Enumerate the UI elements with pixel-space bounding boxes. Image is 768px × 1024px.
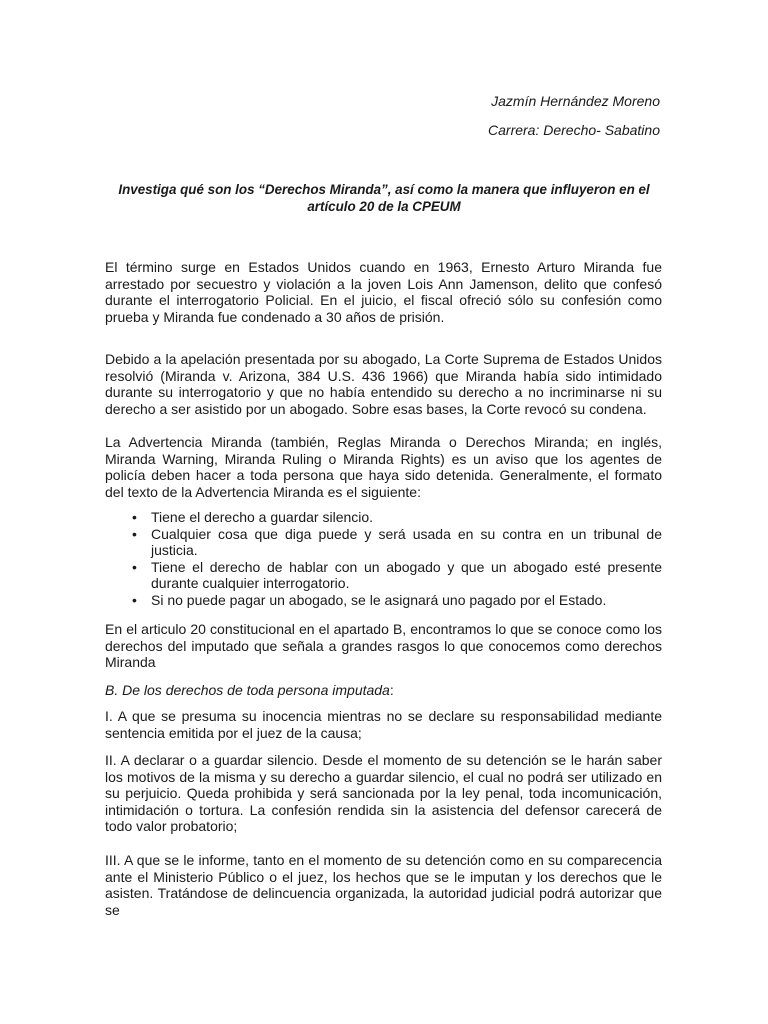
bullet-icon: •	[132, 525, 137, 542]
list-item: • Tiene el derecho a guardar silencio.	[132, 509, 374, 525]
paragraph-appeal: Debido a la apelación presentada por su abogado, La Corte Suprema de Estados Unidos resolvió (Miranda v. Arizona, 384 U.S. 436 1966) que Miranda había sido intimidado durante su interrogatorio y que no había entendido su derecho a no incriminarse ni su derecho a ser asistido por un abogado. Sobre esas bases, la Corte revocó su condena.	[105, 351, 662, 417]
paragraph-article-20: En el articulo 20 constitucional en el apartado B, encontramos lo que se conoce como los derechos del imputado que señala a grandes rasgos lo que conocemos como derechos Miranda	[105, 621, 662, 671]
bullet-icon: •	[132, 509, 137, 525]
paragraph-warning: La Advertencia Miranda (también, Reglas Miranda o Derechos Miranda; en inglés, Miranda Warning, Miranda Ruling o Miranda Rights) es un aviso que los agentes de policía deben hacer a toda persona que haya sido detenida. Generalmente, el formato del texto de la Advertencia Miranda es el siguiente:	[105, 434, 662, 500]
document-title: Investiga qué son los “Derechos Miranda”, así como la manera que influyeron en el artículo 20 de la CPEUM	[118, 182, 650, 214]
bullet-icon: •	[132, 591, 137, 608]
bullet-icon: •	[132, 558, 137, 575]
section-b-heading: B. De los derechos de toda persona imputada:	[105, 682, 394, 698]
item-iii: III. A que se le informe, tanto en el momento de su detención como en su comparecencia ante el Ministerio Público o el juez, los hechos que se le imputan y los derechos que le asisten. Tratándose de delincuencia organizada, la autoridad judicial podrá autorizar que se	[105, 852, 662, 918]
item-i: I. A que se presuma su inocencia mientras no se declare su responsabilidad mediante sentencia emitida por el juez de la causa;	[105, 708, 662, 741]
paragraph-origin: El término surge en Estados Unidos cuando en 1963, Ernesto Arturo Miranda fue arrestado por secuestro y violación a la joven Lois Ann Jamenson, delito que confesó durante el interrogatorio Policial. En el juicio, el fiscal ofreció sólo su confesión como prueba y Miranda fue condenado a 30 años de prisión.	[105, 259, 662, 325]
list-item: • Cualquier cosa que diga puede y será usada en su contra en un tribunal de justicia.	[132, 525, 662, 559]
career-line: Carrera: Derecho- Sabatino	[488, 122, 660, 138]
miranda-rights-list	[105, 509, 662, 609]
author-name: Jazmín Hernández Moreno	[491, 93, 660, 109]
item-ii: II. A declarar o a guardar silencio. Desde el momento de su detención se le harán saber los motivos de la misma y su derecho a guardar silencio, el cual no podrá ser utilizado en su perjuicio. Queda prohibida y será sancionada por la ley penal, toda incomunicación, intimidación o tortura. La confesión rendida sin la asistencia del defensor carecerá de todo valor probatorio;	[105, 752, 662, 835]
list-item: • Si no puede pagar un abogado, se le asignará uno pagado por el Estado.	[132, 591, 607, 608]
list-item: • Tiene el derecho de hablar con un abogado y que un abogado esté presente durante cualquier interrogatorio.	[132, 558, 662, 592]
